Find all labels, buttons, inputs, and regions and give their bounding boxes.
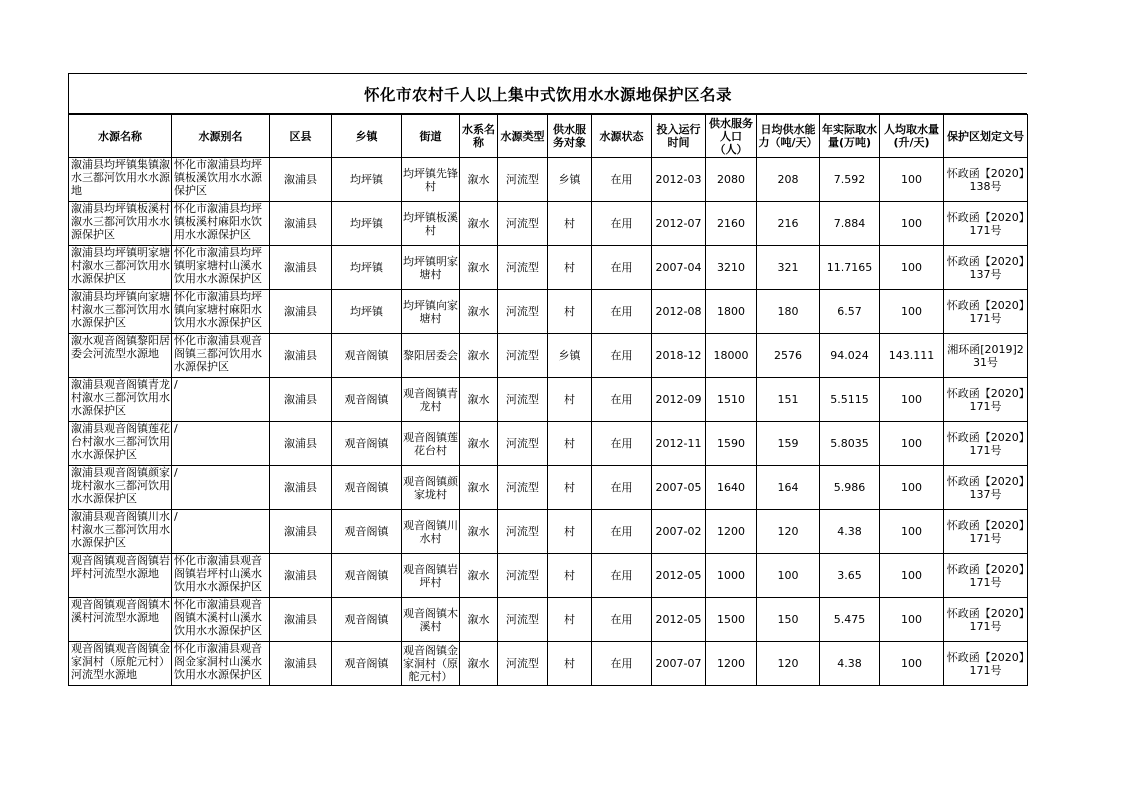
cell-source-name[interactable]: 溆浦县观音阁镇颜家垅村溆水三都河饮用水水源保护区 xyxy=(69,466,172,510)
cell-service-target[interactable]: 村 xyxy=(548,510,592,554)
cell-source-status[interactable]: 在用 xyxy=(592,642,652,686)
cell-town[interactable]: 均坪镇 xyxy=(332,158,402,202)
cell-start-date[interactable]: 2012-05 xyxy=(652,598,706,642)
page-title: 怀化市农村千人以上集中式饮用水水源地保护区名录 xyxy=(363,86,732,104)
header-source-type: 水源类型 xyxy=(498,115,548,158)
cell-river-system[interactable]: 溆水 xyxy=(460,422,498,466)
cell-service-target[interactable]: 村 xyxy=(548,246,592,290)
cell-doc-number[interactable]: 怀政函【2020】171号 xyxy=(944,378,1028,422)
table-row xyxy=(69,510,1028,554)
cell-source-alias[interactable]: 怀化市溆浦县观音阁镇岩坪村山溪水饮用水水源保护区 xyxy=(172,554,270,598)
cell-annual-intake[interactable]: 6.57 xyxy=(820,290,880,334)
table-row xyxy=(69,378,1028,422)
cell-source-alias[interactable]: 怀化市溆浦县均坪镇向家塘村麻阳水饮用水水源保护区 xyxy=(172,290,270,334)
table-row xyxy=(69,466,1028,510)
cell-town[interactable]: 均坪镇 xyxy=(332,202,402,246)
cell-start-date[interactable]: 2012-07 xyxy=(652,202,706,246)
cell-river-system[interactable]: 溆水 xyxy=(460,158,498,202)
cell-river-system[interactable]: 溆水 xyxy=(460,378,498,422)
cell-start-date[interactable]: 2018-12 xyxy=(652,334,706,378)
cell-daily-capacity[interactable]: 120 xyxy=(757,642,820,686)
cell-town[interactable]: 观音阁镇 xyxy=(332,378,402,422)
cell-river-system[interactable]: 溆水 xyxy=(460,246,498,290)
cell-source-alias[interactable]: 怀化市溆浦县观音阁镇三都河饮用水水源保护区 xyxy=(172,334,270,378)
header-town: 乡镇 xyxy=(332,115,402,158)
cell-annual-intake[interactable]: 5.8035 xyxy=(820,422,880,466)
cell-county[interactable]: 溆浦县 xyxy=(270,642,332,686)
cell-daily-capacity[interactable]: 208 xyxy=(757,158,820,202)
cell-per-capita[interactable]: 100 xyxy=(880,422,944,466)
cell-doc-number[interactable]: 怀政函【2020】137号 xyxy=(944,246,1028,290)
cell-town[interactable]: 观音阁镇 xyxy=(332,422,402,466)
header-start-date: 投入运行时间 xyxy=(652,115,706,158)
cell-annual-intake[interactable]: 94.024 xyxy=(820,334,880,378)
cell-source-status[interactable]: 在用 xyxy=(592,246,652,290)
cell-daily-capacity[interactable]: 216 xyxy=(757,202,820,246)
water-source-table xyxy=(68,114,1028,686)
cell-population[interactable]: 2080 xyxy=(706,158,757,202)
cell-county[interactable]: 溆浦县 xyxy=(270,378,332,422)
cell-river-system[interactable]: 溆水 xyxy=(460,290,498,334)
cell-source-type[interactable]: 河流型 xyxy=(498,554,548,598)
cell-population[interactable]: 1200 xyxy=(706,510,757,554)
cell-population[interactable]: 3210 xyxy=(706,246,757,290)
cell-per-capita[interactable]: 100 xyxy=(880,290,944,334)
cell-street[interactable]: 观音阁镇木溪村 xyxy=(402,598,460,642)
cell-annual-intake[interactable]: 7.884 xyxy=(820,202,880,246)
cell-county[interactable]: 溆浦县 xyxy=(270,598,332,642)
cell-service-target[interactable]: 乡镇 xyxy=(548,334,592,378)
cell-source-status[interactable]: 在用 xyxy=(592,510,652,554)
table-row xyxy=(69,554,1028,598)
header-county: 区县 xyxy=(270,115,332,158)
cell-service-target[interactable]: 乡镇 xyxy=(548,158,592,202)
cell-annual-intake[interactable]: 4.38 xyxy=(820,642,880,686)
cell-daily-capacity[interactable]: 151 xyxy=(757,378,820,422)
cell-annual-intake[interactable]: 4.38 xyxy=(820,510,880,554)
cell-source-status[interactable]: 在用 xyxy=(592,202,652,246)
cell-annual-intake[interactable]: 5.5115 xyxy=(820,378,880,422)
cell-source-type[interactable]: 河流型 xyxy=(498,642,548,686)
cell-county[interactable]: 溆浦县 xyxy=(270,510,332,554)
cell-county[interactable]: 溆浦县 xyxy=(270,158,332,202)
header-daily-capacity: 日均供水能力（吨/天） xyxy=(757,115,820,158)
cell-population[interactable]: 2160 xyxy=(706,202,757,246)
cell-population[interactable]: 1500 xyxy=(706,598,757,642)
cell-daily-capacity[interactable]: 159 xyxy=(757,422,820,466)
cell-daily-capacity[interactable]: 180 xyxy=(757,290,820,334)
cell-doc-number[interactable]: 怀政函【2020】171号 xyxy=(944,422,1028,466)
cell-per-capita[interactable]: 100 xyxy=(880,466,944,510)
cell-river-system[interactable]: 溆水 xyxy=(460,554,498,598)
cell-town[interactable]: 观音阁镇 xyxy=(332,554,402,598)
cell-source-type[interactable]: 河流型 xyxy=(498,202,548,246)
table-row xyxy=(69,334,1028,378)
cell-population[interactable]: 1800 xyxy=(706,290,757,334)
cell-doc-number[interactable]: 怀政函【2020】171号 xyxy=(944,598,1028,642)
cell-street[interactable]: 均坪镇板溪村 xyxy=(402,202,460,246)
cell-doc-number[interactable]: 怀政函【2020】171号 xyxy=(944,202,1028,246)
cell-town[interactable]: 观音阁镇 xyxy=(332,642,402,686)
cell-source-alias[interactable]: 怀化市溆浦县观音阁金家洞村山溪水饮用水水源保护区 xyxy=(172,642,270,686)
cell-source-status[interactable]: 在用 xyxy=(592,334,652,378)
cell-annual-intake[interactable]: 11.7165 xyxy=(820,246,880,290)
cell-county[interactable]: 溆浦县 xyxy=(270,202,332,246)
cell-source-name[interactable]: 溆浦县观音阁镇青龙村溆水三都河饮用水水源保护区 xyxy=(69,378,172,422)
cell-source-alias[interactable]: 怀化市溆浦县均坪镇板溪村麻阳水饮用水水源保护区 xyxy=(172,202,270,246)
cell-town[interactable]: 观音阁镇 xyxy=(332,466,402,510)
cell-start-date[interactable]: 2007-02 xyxy=(652,510,706,554)
cell-population[interactable]: 1000 xyxy=(706,554,757,598)
cell-doc-number[interactable]: 怀政函【2020】137号 xyxy=(944,466,1028,510)
cell-annual-intake[interactable]: 3.65 xyxy=(820,554,880,598)
header-per-capita: 人均取水量(升/天) xyxy=(880,115,944,158)
cell-river-system[interactable]: 溆水 xyxy=(460,642,498,686)
table-row xyxy=(69,158,1028,202)
cell-county[interactable]: 溆浦县 xyxy=(270,334,332,378)
header-doc-number: 保护区划定文号 xyxy=(944,115,1028,158)
table-row xyxy=(69,290,1028,334)
cell-street[interactable]: 观音阁镇岩坪村 xyxy=(402,554,460,598)
table-row xyxy=(69,202,1028,246)
cell-street[interactable]: 均坪镇向家塘村 xyxy=(402,290,460,334)
title-row xyxy=(68,74,1027,114)
cell-town[interactable]: 均坪镇 xyxy=(332,246,402,290)
cell-source-name[interactable]: 溆浦县均坪镇明家塘村溆水三都河饮用水水源保护区 xyxy=(69,246,172,290)
cell-river-system[interactable]: 溆水 xyxy=(460,598,498,642)
cell-population[interactable]: 18000 xyxy=(706,334,757,378)
cell-population[interactable]: 1200 xyxy=(706,642,757,686)
cell-source-name[interactable]: 观音阁镇观音阁镇金家洞村（原舵元村）河流型水源地 xyxy=(69,642,172,686)
cell-county[interactable]: 溆浦县 xyxy=(270,422,332,466)
cell-service-target[interactable]: 村 xyxy=(548,202,592,246)
cell-source-status[interactable]: 在用 xyxy=(592,378,652,422)
cell-service-target[interactable]: 村 xyxy=(548,466,592,510)
cell-doc-number[interactable]: 怀政函【2020】138号 xyxy=(944,158,1028,202)
table-row xyxy=(69,422,1028,466)
cell-daily-capacity[interactable]: 321 xyxy=(757,246,820,290)
cell-daily-capacity[interactable]: 150 xyxy=(757,598,820,642)
cell-source-name[interactable]: 溆浦县观音阁镇莲花台村溆水三都河饮用水水源保护区 xyxy=(69,422,172,466)
cell-per-capita[interactable]: 100 xyxy=(880,202,944,246)
cell-start-date[interactable]: 2012-11 xyxy=(652,422,706,466)
cell-service-target[interactable]: 村 xyxy=(548,642,592,686)
cell-source-status[interactable]: 在用 xyxy=(592,466,652,510)
cell-source-alias[interactable]: / xyxy=(172,466,270,510)
cell-per-capita[interactable]: 143.111 xyxy=(880,334,944,378)
cell-source-type[interactable]: 河流型 xyxy=(498,466,548,510)
cell-source-name[interactable]: 溆水观音阁镇黎阳居委会河流型水源地 xyxy=(69,334,172,378)
cell-source-type[interactable]: 河流型 xyxy=(498,334,548,378)
cell-street[interactable]: 观音阁镇金家洞村（原舵元村） xyxy=(402,642,460,686)
cell-doc-number[interactable]: 怀政函【2020】171号 xyxy=(944,510,1028,554)
cell-source-status[interactable]: 在用 xyxy=(592,158,652,202)
cell-town[interactable]: 观音阁镇 xyxy=(332,334,402,378)
cell-doc-number[interactable]: 怀政函【2020】171号 xyxy=(944,554,1028,598)
cell-service-target[interactable]: 村 xyxy=(548,554,592,598)
cell-source-type[interactable]: 河流型 xyxy=(498,378,548,422)
cell-source-type[interactable]: 河流型 xyxy=(498,422,548,466)
cell-annual-intake[interactable]: 5.986 xyxy=(820,466,880,510)
cell-source-name[interactable]: 观音阁镇观音阁镇岩坪村河流型水源地 xyxy=(69,554,172,598)
cell-source-status[interactable]: 在用 xyxy=(592,290,652,334)
header-source-status: 水源状态 xyxy=(592,115,652,158)
header-source-name: 水源名称 xyxy=(69,115,172,158)
cell-street[interactable]: 均坪镇明家塘村 xyxy=(402,246,460,290)
cell-per-capita[interactable]: 100 xyxy=(880,246,944,290)
table-row xyxy=(69,598,1028,642)
cell-per-capita[interactable]: 100 xyxy=(880,598,944,642)
cell-street[interactable]: 观音阁镇莲花台村 xyxy=(402,422,460,466)
cell-source-alias[interactable]: / xyxy=(172,422,270,466)
cell-source-status[interactable]: 在用 xyxy=(592,598,652,642)
cell-river-system[interactable]: 溆水 xyxy=(460,202,498,246)
cell-source-status[interactable]: 在用 xyxy=(592,554,652,598)
cell-daily-capacity[interactable]: 100 xyxy=(757,554,820,598)
cell-per-capita[interactable]: 100 xyxy=(880,158,944,202)
cell-service-target[interactable]: 村 xyxy=(548,422,592,466)
cell-county[interactable]: 溆浦县 xyxy=(270,554,332,598)
cell-source-type[interactable]: 河流型 xyxy=(498,158,548,202)
cell-street[interactable]: 观音阁镇川水村 xyxy=(402,510,460,554)
cell-source-type[interactable]: 河流型 xyxy=(498,598,548,642)
cell-source-alias[interactable]: 怀化市溆浦县均坪镇板溪饮用水水源保护区 xyxy=(172,158,270,202)
cell-county[interactable]: 溆浦县 xyxy=(270,466,332,510)
cell-town[interactable]: 均坪镇 xyxy=(332,290,402,334)
cell-per-capita[interactable]: 100 xyxy=(880,510,944,554)
cell-source-name[interactable]: 溆浦县均坪镇集镇溆水三都河饮用水水源地 xyxy=(69,158,172,202)
cell-source-alias[interactable]: 怀化市溆浦县观音阁镇木溪村山溪水饮用水水源保护区 xyxy=(172,598,270,642)
cell-town[interactable]: 观音阁镇 xyxy=(332,598,402,642)
cell-source-alias[interactable]: / xyxy=(172,378,270,422)
cell-start-date[interactable]: 2007-05 xyxy=(652,466,706,510)
cell-population[interactable]: 1640 xyxy=(706,466,757,510)
table-body xyxy=(69,158,1028,686)
cell-per-capita[interactable]: 100 xyxy=(880,554,944,598)
cell-source-type[interactable]: 河流型 xyxy=(498,510,548,554)
cell-street[interactable]: 均坪镇先锋村 xyxy=(402,158,460,202)
cell-start-date[interactable]: 2012-05 xyxy=(652,554,706,598)
cell-start-date[interactable]: 2012-08 xyxy=(652,290,706,334)
cell-doc-number[interactable]: 怀政函【2020】171号 xyxy=(944,290,1028,334)
cell-river-system[interactable]: 溆水 xyxy=(460,466,498,510)
table-row xyxy=(69,246,1028,290)
cell-start-date[interactable]: 2007-04 xyxy=(652,246,706,290)
cell-street[interactable]: 观音阁镇颜家垅村 xyxy=(402,466,460,510)
cell-source-alias[interactable]: / xyxy=(172,510,270,554)
cell-river-system[interactable]: 溆水 xyxy=(460,510,498,554)
cell-annual-intake[interactable]: 5.475 xyxy=(820,598,880,642)
cell-doc-number[interactable]: 湘环函[2019]231号 xyxy=(944,334,1028,378)
cell-per-capita[interactable]: 100 xyxy=(880,378,944,422)
cell-county[interactable]: 溆浦县 xyxy=(270,290,332,334)
cell-daily-capacity[interactable]: 120 xyxy=(757,510,820,554)
cell-source-status[interactable]: 在用 xyxy=(592,422,652,466)
cell-daily-capacity[interactable]: 2576 xyxy=(757,334,820,378)
cell-service-target[interactable]: 村 xyxy=(548,598,592,642)
cell-service-target[interactable]: 村 xyxy=(548,378,592,422)
cell-per-capita[interactable]: 100 xyxy=(880,642,944,686)
cell-source-alias[interactable]: 怀化市溆浦县均坪镇明家塘村山溪水饮用水水源保护区 xyxy=(172,246,270,290)
cell-start-date[interactable]: 2012-09 xyxy=(652,378,706,422)
header-population: 供水服务人口（人） xyxy=(706,115,757,158)
header-row xyxy=(69,115,1028,158)
cell-street[interactable]: 观音阁镇青龙村 xyxy=(402,378,460,422)
cell-source-name[interactable]: 观音阁镇观音阁镇木溪村河流型水源地 xyxy=(69,598,172,642)
header-river-system: 水系名称 xyxy=(460,115,498,158)
cell-river-system[interactable]: 溆水 xyxy=(460,334,498,378)
cell-county[interactable]: 溆浦县 xyxy=(270,246,332,290)
cell-start-date[interactable]: 2007-07 xyxy=(652,642,706,686)
table-row xyxy=(69,642,1028,686)
cell-source-type[interactable]: 河流型 xyxy=(498,246,548,290)
cell-annual-intake[interactable]: 7.592 xyxy=(820,158,880,202)
cell-doc-number[interactable]: 怀政函【2020】171号 xyxy=(944,642,1028,686)
cell-source-name[interactable]: 溆浦县均坪镇板溪村溆水三都河饮用水水源保护区 xyxy=(69,202,172,246)
cell-population[interactable]: 1590 xyxy=(706,422,757,466)
cell-population[interactable]: 1510 xyxy=(706,378,757,422)
cell-street[interactable]: 黎阳居委会 xyxy=(402,334,460,378)
spreadsheet-sheet xyxy=(68,73,1027,686)
cell-source-type[interactable]: 河流型 xyxy=(498,290,548,334)
cell-source-name[interactable]: 溆浦县均坪镇向家塘村溆水三都河饮用水水源保护区 xyxy=(69,290,172,334)
cell-start-date[interactable]: 2012-03 xyxy=(652,158,706,202)
cell-service-target[interactable]: 村 xyxy=(548,290,592,334)
header-service-target: 供水服务对象 xyxy=(548,115,592,158)
cell-source-name[interactable]: 溆浦县观音阁镇川水村溆水三都河饮用水水源保护区 xyxy=(69,510,172,554)
header-source-alias: 水源别名 xyxy=(172,115,270,158)
header-street: 街道 xyxy=(402,115,460,158)
cell-town[interactable]: 观音阁镇 xyxy=(332,510,402,554)
header-annual-intake: 年实际取水量(万吨) xyxy=(820,115,880,158)
cell-daily-capacity[interactable]: 164 xyxy=(757,466,820,510)
